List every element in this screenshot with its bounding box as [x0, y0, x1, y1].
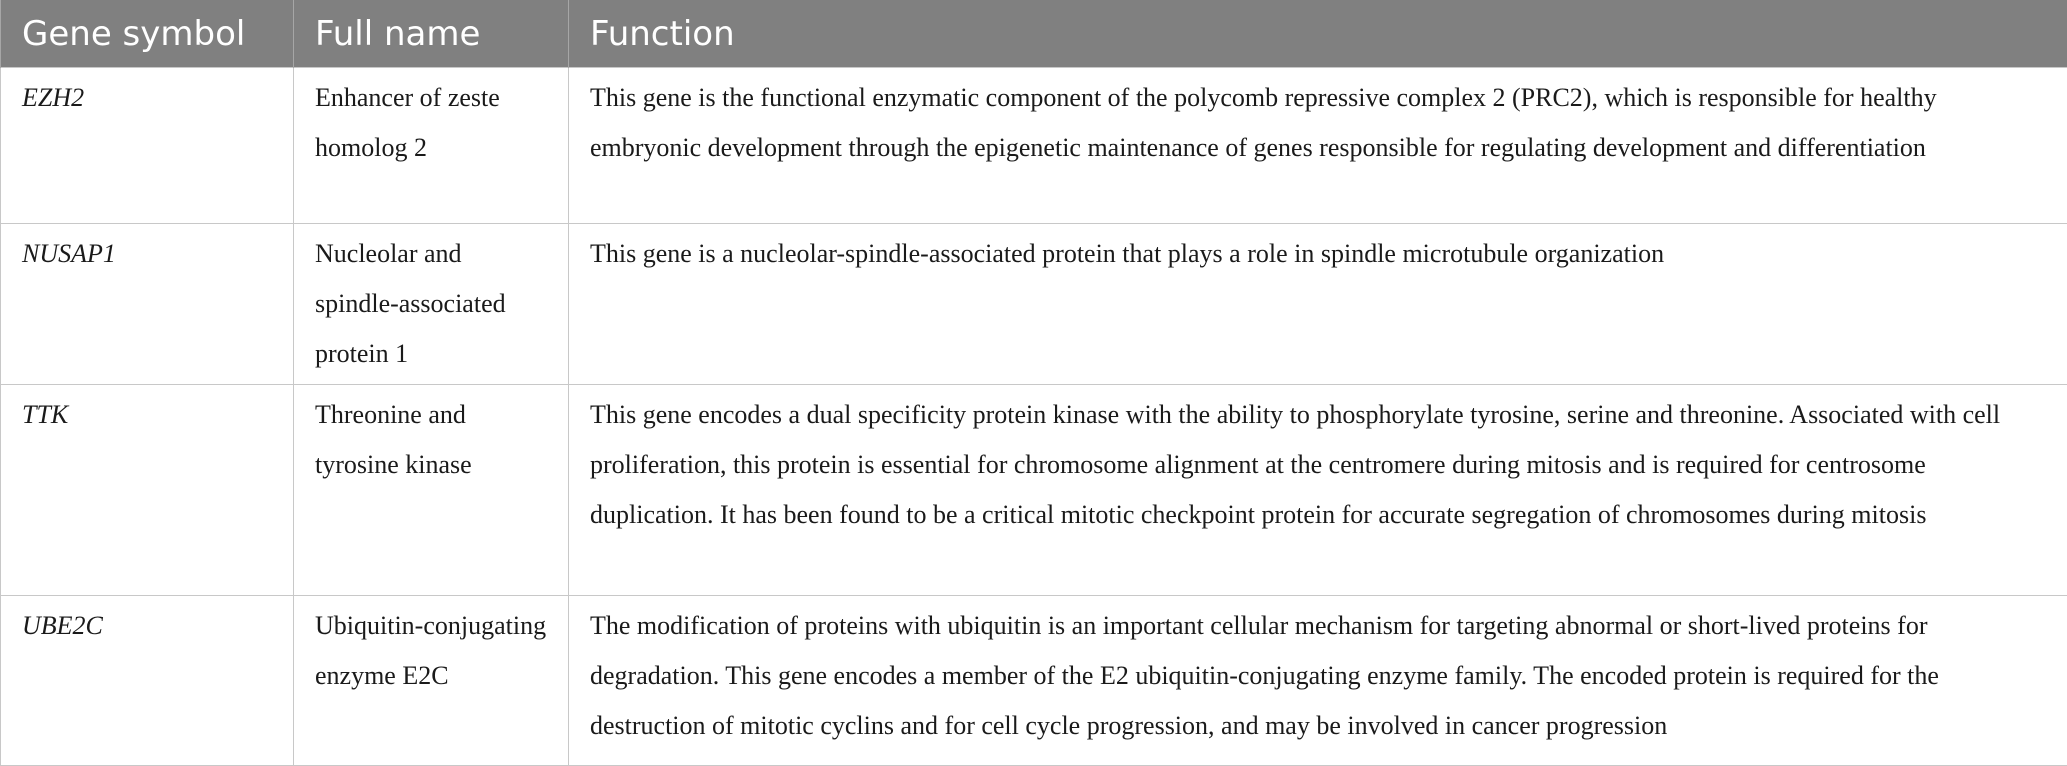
table-row [1, 596, 2067, 766]
function-cell: This gene is the functional enzymatic component of the polycomb repressive complex 2 (PRC2), which is responsible for healthy embryonic development through the epigenetic maintenance of genes responsible for regulating development and differentiation [569, 68, 2067, 224]
gene-symbol-cell: TTK [1, 385, 294, 596]
function-cell: This gene is a nucleolar-spindle-associated protein that plays a role in spindle microtubule organization [569, 224, 2067, 385]
table-row [1, 224, 2067, 385]
table-row [1, 385, 2067, 596]
table-body [1, 68, 2067, 766]
table-header [1, 0, 2067, 68]
header-full-name: Full name [294, 0, 569, 68]
gene-symbol-cell: EZH2 [1, 68, 294, 224]
header-function: Function [569, 0, 2067, 68]
header-row [1, 0, 2067, 68]
gene-symbol-cell: UBE2C [1, 596, 294, 766]
gene-symbol-cell: NUSAP1 [1, 224, 294, 385]
table-row [1, 68, 2067, 224]
full-name-cell: Enhancer of zeste homolog 2 [294, 68, 569, 224]
full-name-cell: Ubiquitin-conjugating enzyme E2C [294, 596, 569, 766]
full-name-cell: Threonine and tyrosine kinase [294, 385, 569, 596]
function-cell: This gene encodes a dual specificity protein kinase with the ability to phosphorylate tyrosine, serine and threonine. Associated with cell proliferation, this protein is essential for chromosome alignment at the centromere during mitosis and is required for centrosome duplication. It has been found to be a critical mitotic checkpoint protein for accurate segregation of chromosomes during mitosis [569, 385, 2067, 596]
header-gene-symbol: Gene symbol [1, 0, 294, 68]
full-name-cell: Nucleolar and spindle-associated protein 1 [294, 224, 569, 385]
function-cell: The modification of proteins with ubiquitin is an important cellular mechanism for targeting abnormal or short-lived proteins for degradation. This gene encodes a member of the E2 ubiquitin-conjugating enzyme family. The encoded protein is required for the destruction of mitotic cyclins and for cell cycle progression, and may be involved in cancer progression [569, 596, 2067, 766]
